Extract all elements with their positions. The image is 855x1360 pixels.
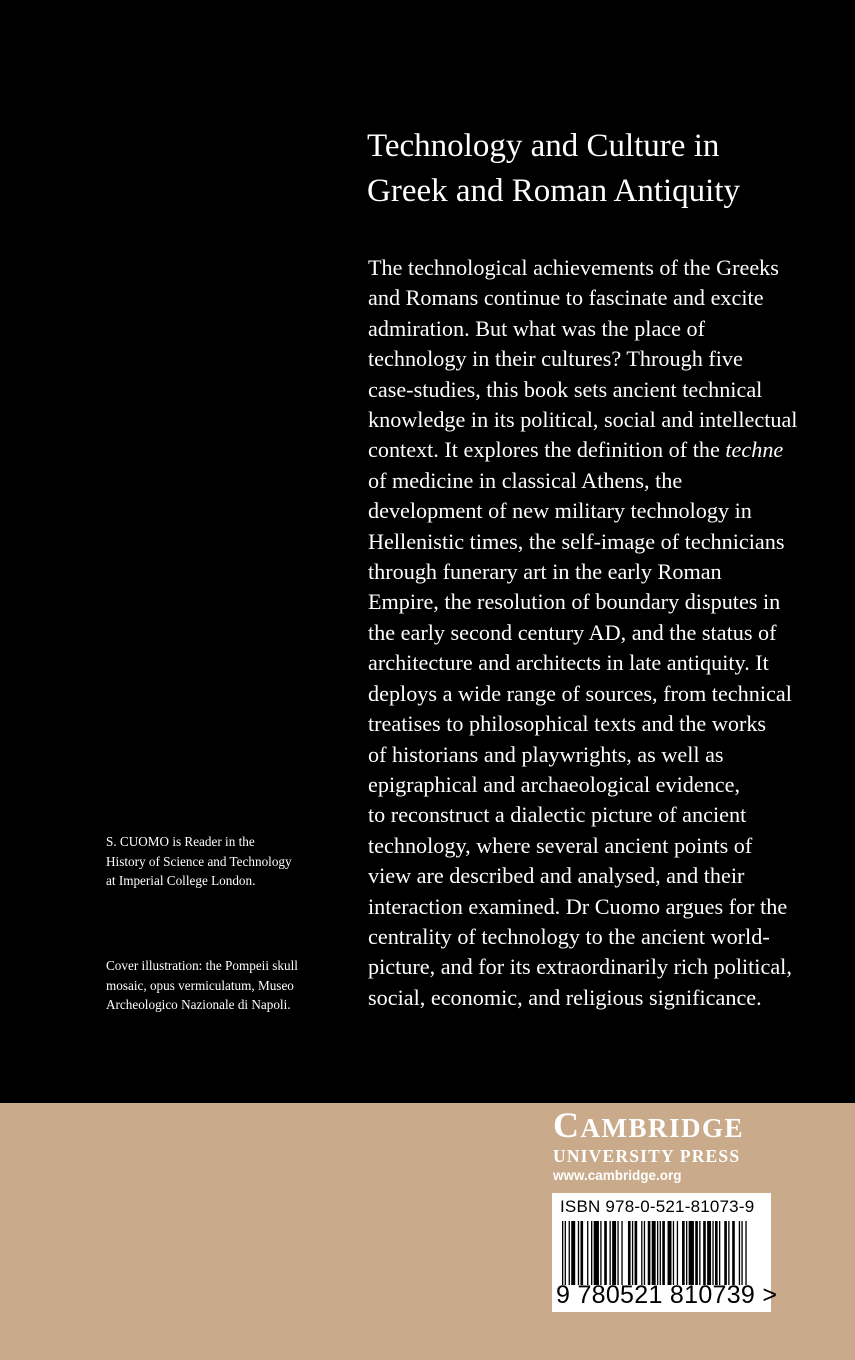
blurb-line: picture, and for its extraordinarily rich political, xyxy=(368,954,792,980)
barcode-bar xyxy=(668,1221,672,1285)
blurb-line: of medicine in classical Athens, the xyxy=(368,467,683,493)
barcode-bar xyxy=(609,1221,610,1285)
barcode-bar xyxy=(657,1221,658,1285)
barcode-bar xyxy=(562,1221,563,1285)
barcode-bar xyxy=(699,1221,700,1285)
blurb-line: case-studies, this book sets ancient technical xyxy=(368,376,763,402)
blurb-line: the early second century AD, and the status of xyxy=(368,619,777,645)
publisher-name-rest: AMBRIDGE xyxy=(580,1113,745,1143)
blurb-line: Hellenistic times, the self-image of technicians xyxy=(368,528,785,554)
publisher-logo xyxy=(553,1105,793,1185)
barcode-bar xyxy=(660,1221,661,1285)
blurb-line: social, economic, and religious significance. xyxy=(368,984,762,1010)
blurb-line: knowledge in its political, social and intellectual xyxy=(368,407,798,433)
barcode-bar xyxy=(565,1221,566,1285)
title-line: Technology and Culture in xyxy=(367,128,720,164)
blurb-line: technology, where several ancient points of xyxy=(368,832,753,858)
barcode-bar xyxy=(703,1221,706,1285)
barcode-bar xyxy=(686,1221,687,1285)
author-note-line: at Imperial College London. xyxy=(106,873,256,888)
cover-note-line: Archeologico Nazionale di Napoli. xyxy=(106,997,291,1012)
publisher-subtitle: UNIVERSITY PRESS xyxy=(553,1146,741,1166)
blurb-line: The technological achievements of the Greeks xyxy=(368,255,779,280)
blurb-line: of historians and playwrights, as well as xyxy=(368,741,724,767)
barcode-bar xyxy=(652,1221,656,1285)
isbn-barcode xyxy=(552,1193,778,1312)
barcode-bar xyxy=(739,1221,740,1285)
barcode-bar xyxy=(580,1221,583,1285)
blurb-line: admiration. But what was the place of xyxy=(368,315,706,341)
blurb-line: epigraphical and archaeological evidence, xyxy=(368,771,741,797)
barcode-bar xyxy=(591,1221,592,1285)
barcode-bar xyxy=(641,1221,642,1285)
barcode-bar xyxy=(628,1221,631,1285)
barcode-bar xyxy=(707,1221,711,1285)
blurb-line xyxy=(368,435,848,465)
barcode-bar xyxy=(612,1221,616,1285)
blurb-line: architecture and architects in late antiquity. It xyxy=(368,650,769,676)
author-note xyxy=(106,832,346,891)
barcode-bar xyxy=(662,1221,665,1285)
barcode-bar xyxy=(644,1221,645,1285)
isbn-label: ISBN 978-0-521-81073-9 xyxy=(560,1197,755,1216)
barcode-bar xyxy=(689,1221,694,1285)
publisher-name-initial: C xyxy=(553,1105,581,1145)
publisher-url: www.cambridge.org xyxy=(553,1168,682,1183)
barcode-bar xyxy=(571,1221,575,1285)
author-note-line: S. CUOMO is Reader in the xyxy=(106,834,255,849)
barcode-bar xyxy=(600,1221,601,1285)
author-note-line: History of Science and Technology xyxy=(106,853,292,869)
barcode-bar xyxy=(635,1221,638,1285)
barcode-digits: 9 780521 810739 > xyxy=(556,1281,778,1309)
barcode-bar xyxy=(673,1221,674,1285)
barcode-bar xyxy=(695,1221,698,1285)
barcode-bar xyxy=(677,1221,678,1285)
cover-illustration-note xyxy=(106,956,346,1015)
barcode-bar xyxy=(682,1221,685,1285)
cover-note-line: mosaic, opus vermiculatum, Museo xyxy=(106,977,294,993)
blurb-line: view are described and analysed, and their xyxy=(368,863,745,889)
barcode-bar xyxy=(728,1221,729,1285)
blurb-line: technology in their cultures? Through five xyxy=(368,346,743,372)
barcode-bar xyxy=(617,1221,618,1285)
book-blurb xyxy=(368,253,848,1013)
techne-term: techne xyxy=(725,437,784,463)
barcode-bar xyxy=(712,1221,713,1285)
blurb-line: deploys a wide range of sources, from technical xyxy=(368,680,792,706)
barcode-bar xyxy=(594,1221,599,1285)
barcode-bar xyxy=(719,1221,720,1285)
barcode-bar xyxy=(715,1221,718,1285)
blurb-line: centrality of technology to the ancient world- xyxy=(368,923,770,949)
barcode-bars xyxy=(562,1221,748,1285)
cover-note-line: Cover illustration: the Pompeii skull xyxy=(106,958,298,973)
barcode-bar xyxy=(587,1221,588,1285)
barcode-bar xyxy=(621,1221,622,1285)
barcode-bar xyxy=(569,1221,570,1285)
barcode-bar xyxy=(741,1221,742,1285)
blurb-line: interaction examined. Dr Cuomo argues for the xyxy=(368,893,788,919)
blurb-line: Empire, the resolution of boundary disputes in xyxy=(368,589,781,615)
blurb-line: through funerary art in the early Roman xyxy=(368,559,722,585)
barcode-bar xyxy=(724,1221,727,1285)
blurb-line: to reconstruct a dialectic picture of ancient xyxy=(368,802,747,828)
blurb-line: treatises to philosophical texts and the works xyxy=(368,711,767,737)
book-title xyxy=(367,124,837,214)
publisher-name xyxy=(553,1105,793,1145)
title-line: Greek and Roman Antiquity xyxy=(367,173,741,209)
blurb-line-text: context. It explores the definition of the xyxy=(368,437,720,463)
blurb-line: development of new military technology in xyxy=(368,498,752,524)
barcode-bar xyxy=(604,1221,607,1285)
blurb-line: and Romans continue to fascinate and excite xyxy=(368,285,764,311)
barcode-bar xyxy=(648,1221,651,1285)
barcode-bar xyxy=(632,1221,633,1285)
barcode-bar xyxy=(578,1221,579,1285)
barcode-bar xyxy=(745,1221,746,1285)
barcode-bar xyxy=(732,1221,735,1285)
